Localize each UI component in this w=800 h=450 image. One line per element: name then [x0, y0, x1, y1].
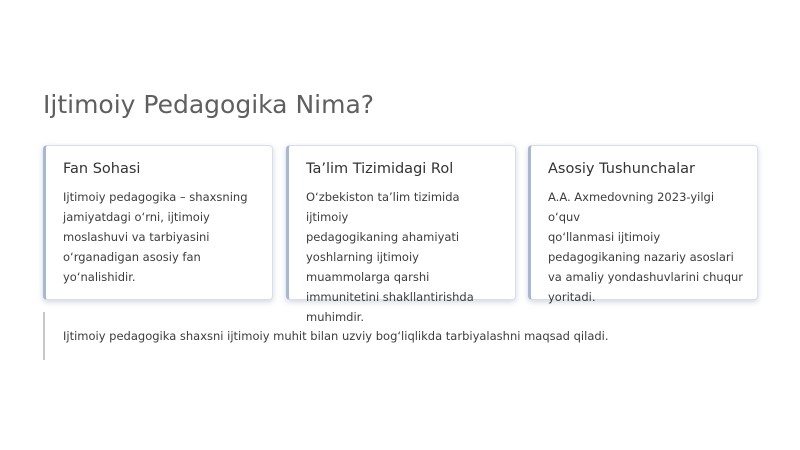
card-text: Ijtimoiy pedagogika – shaxsning jamiyatdagi o‘rni, ijtimoiy moslashuvi va tarbiyasini o‘rganadigan asosiy fan yo‘nalishidir.: [63, 190, 248, 284]
card-title: Fan Sohasi: [63, 161, 141, 177]
card-asosiy-tushunchalar: [528, 145, 758, 304]
card-text: A.A. Axmedovning 2023-yilgi o‘quv qo‘llanmasi ijtimoiy pedagogikaning nazariy asoslari va amaliy yondashuvlarini chuqur yoritadi.: [548, 190, 744, 304]
card-talim-tizimidagi-rol: [286, 145, 516, 324]
card-text: O‘zbekiston ta’lim tizimida ijtimoiy pedagogikaning ahamiyati yoshlarning ijtimoiy muammolarga qarshi immunitetini shakllantirishda muhimdir.: [306, 190, 474, 324]
quote-block: Ijtimoiy pedagogika shaxsni ijtimoiy muhit bilan uzviy bog‘liqlikda tarbiyalashni maqsad qiladi.: [43, 312, 758, 360]
card-fan-sohasi: [43, 145, 273, 300]
card-title: Ta’lim Tizimidagi Rol: [306, 161, 454, 177]
card-title: Asosiy Tushunchalar: [548, 161, 696, 177]
slide-title: Ijtimoiy Pedagogika Nima?: [43, 90, 375, 119]
